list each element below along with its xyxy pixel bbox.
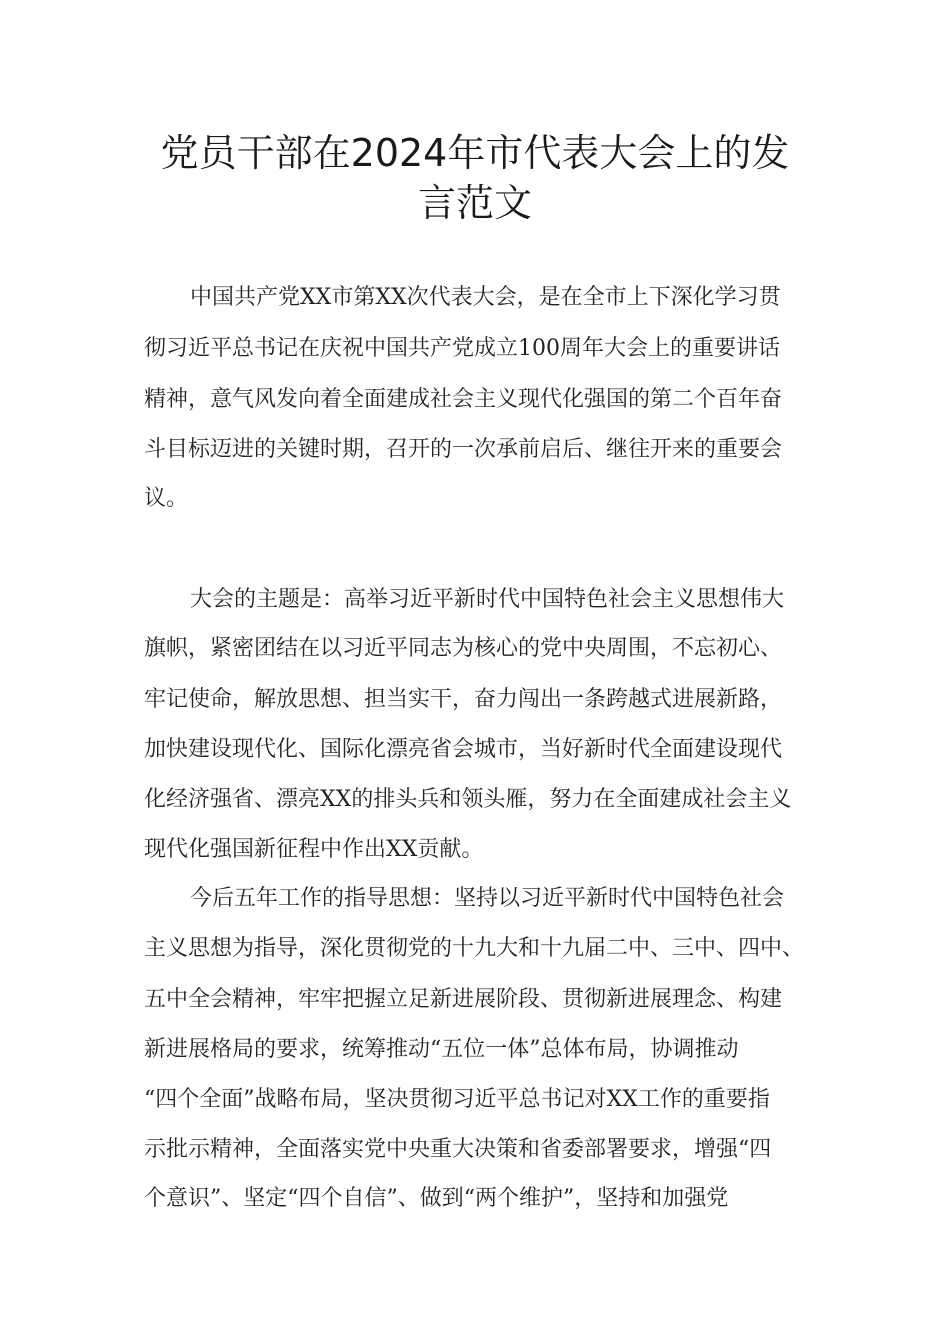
paragraph-line: 斗目标迈进的关键时期，召开的一次承前启后、继往开来的重要会 xyxy=(144,437,783,462)
document-title xyxy=(120,128,830,228)
title-line-1: 党员干部在2024年市代表大会上的发 xyxy=(160,131,790,175)
paragraph-line: 彻习近平总书记在庆祝中国共产党成立100周年大会上的重要讲话 xyxy=(144,336,780,361)
title-line-2: 言范文 xyxy=(417,181,532,225)
paragraph-line: 五中全会精神，牢牢把握立足新进展阶段、贯彻新进展理念、构建 xyxy=(144,987,783,1012)
paragraph-line: 新进展格局的要求，统筹推动“五位一体”总体布局，协调推动 xyxy=(144,1037,739,1062)
paragraph-line: 大会的主题是：高举习近平新时代中国特色社会主义思想伟大 xyxy=(190,587,785,612)
paragraph-line: 主义思想为指导，深化贯彻党的十九大和十九届二中、三中、四中、 xyxy=(144,936,805,961)
paragraph-line: 旗帜，紧密团结在以习近平同志为核心的党中央周围，不忘初心、 xyxy=(144,636,783,661)
paragraph-line: 今后五年工作的指导思想：坚持以习近平新时代中国特色社会 xyxy=(190,886,785,911)
paragraph-line: 议。 xyxy=(144,486,189,511)
paragraph-line: 化经济强省、漂亮XX的排头兵和领头雁，努力在全面建成社会主义 xyxy=(144,787,792,812)
paragraph-line: 中国共产党XX市第XX次代表大会，是在全市上下深化学习贯 xyxy=(190,285,781,310)
paragraph-line: 现代化强国新征程中作出XX贡献。 xyxy=(144,837,484,862)
paragraph-line: 加快建设现代化、国际化漂亮省会城市，当好新时代全面建设现代 xyxy=(144,737,783,762)
paragraph-line: 精神，意气风发向着全面建成社会主义现代化强国的第二个百年奋 xyxy=(144,387,783,412)
paragraph-line: 示批示精神，全面落实党中央重大决策和省委部署要求，增强“四 xyxy=(144,1137,772,1162)
paragraph-line: “四个全面”战略布局，坚决贯彻习近平总书记对XX工作的重要指 xyxy=(144,1087,770,1112)
paragraph-line: 个意识”、坚定“四个自信”、做到“两个维护”，坚持和加强党 xyxy=(144,1186,729,1211)
paragraph-line: 牢记使命，解放思想、担当实干，奋力闯出一条跨越式进展新路， xyxy=(144,687,783,712)
